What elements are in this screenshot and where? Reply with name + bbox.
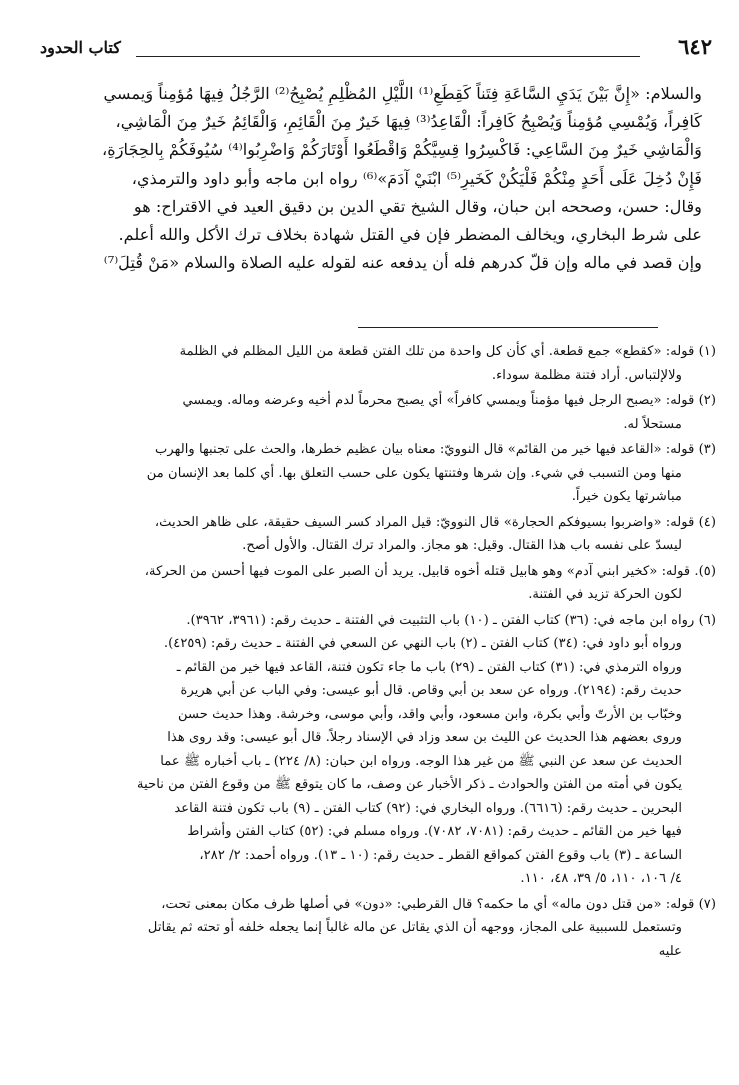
footnote-line: حديث رقم: (٢١٩٤). ورواه عن سعد بن أبي وقاص. قال أبو عيسى: وفي الباب عن أبي هريرة [180, 683, 682, 698]
footnote-line: وروى بعضهم هذا الحديث عن الليث بن سعد وزاد في الإسناد رجلاً. قال أبو عيسى: وقد روى هذا [167, 730, 682, 745]
footnote-line: (٢) قوله: «يصبح الرجل فيها مؤمناً ويمسي كافراً» أي يصبح محرماً لدم أخيه وعرضه وماله. ويمسي [182, 393, 716, 408]
footnote-5 [30, 560, 716, 607]
footnote-separator [358, 327, 658, 328]
footnote-4 [30, 511, 716, 558]
footnote-line: ورواه أبو داود في: (٣٤) كتاب الفتن ـ (٢) باب النهي عن السعي في الفتنة ـ حديث رقم: (٤٢٥٩). [163, 636, 682, 651]
main-text-line: على شرط البخاري، ويخالف المضطر فإن في القتل شهادة بخلاف ترك الأكل والله أعلم. [118, 225, 702, 245]
footnote-line: ليسدّ على نفسه باب هذا القتال. وقيل: هو مجاز. والمراد ترك القتال. والأول أصح. [242, 538, 682, 553]
footnote-line: مباشرتها يكون خيراً. [571, 489, 682, 504]
page-number: ٦٤٢ [678, 34, 712, 59]
footnote-line: (٤) قوله: «واضربوا بسيوفكم الحجارة» قال النوويّ: قيل المراد كسر السيف حقيقة، على ظاهر الحديث، [154, 514, 716, 530]
footnote-line: البحرين ـ حديث رقم: (٦٦١٦). ورواه البخاري في: (٩٢) كتاب الفتن ـ (٩) باب تكون فتنة القاعد [174, 800, 682, 816]
footnote-line: (٣) قوله: «القاعد فيها خير من القائم» قال النوويّ: معناه بيان عظيم خطرها، والحث على تجنبها والهرب [154, 442, 716, 457]
main-text-line: والسلام: «إِنَّ بَيْنَ يَدَيِ السَّاعَةِ فِتَناً كَقِطَعِ⁽¹⁾ اللَّيْلِ المُظْلِمِ يُصْبِحُ⁽²⁾ الرَّجُلُ فِيهَا مُؤمِناً وَيمسي [103, 84, 702, 103]
footnote-line: وتستعمل للسببية على المجاز، ووجهه أن الذي يقاتل عن ماله غالباً إنما يجعله خلفه أو تحته ثم يقاتل [147, 920, 682, 935]
footnote-2 [30, 389, 716, 436]
footnote-6 [30, 609, 716, 891]
main-text-line: فَإِنْ دُخِلَ عَلَى أَحَدٍ مِنْكُمْ فَلْيَكُنْ كَخَيرِ⁽⁵⁾ ابْنَيْ آدَمَ»⁽⁶⁾ رواه ابن ماجه وأبو داود والترمذي، [131, 168, 702, 188]
footnote-line: يكون في أمته من الفتن والحوادث ـ ذكر الأخبار عن وصف، ما كان يتوقع ﷺ من وقوع الفتن من ناحية [137, 777, 682, 792]
footnote-7 [30, 893, 716, 964]
main-text-line: وقال: حسن، وصححه ابن حبان، وقال الشيخ تقي الدين بن دقيق العيد في الاقتراح: هو [133, 196, 702, 216]
main-text [36, 80, 702, 277]
footnotes [30, 340, 716, 965]
footnote-1 [30, 340, 716, 387]
footnote-line: (٥). قوله: «كخير ابني آدم» وهو هابيل قتله أخوه قابيل. يريد أن الصبر على الموت فيها أحسن من الحركة، [144, 563, 716, 579]
footnote-line: وخبّاب بن الأرتّ وأبي بكرة، وابن مسعود، وأبي واقد، وأبي موسى، وخرشة. وهذا حديث حسن [177, 706, 682, 722]
footnote-line: منها ومن التسبب في شيء. وإن شرها وفتنتها يكون على حسب التعلق بها. أي كلما بعد الإنسان من [146, 465, 682, 481]
main-text-line: كَافِراً، وَيُمْسِي مُؤمِناً وَيُصْبِحُ كَافِراً: الْقَاعِدُ⁽³⁾ فِيهَا خَيرٌ مِنَ الْقَائِمِ، وَالْقَائِمُ خَيرٌ مِنَ الْمَاشِي، [115, 112, 702, 132]
footnote-line: (٧) قوله: «من قتل دون ماله» أي ما حكمه؟ قال القرطبي: «دون» في أصلها ظرف مكان بمعنى تحت، [161, 896, 716, 912]
footnote-line: لكون الحركة تزيد في الفتنة. [528, 587, 682, 602]
footnote-line: عليه [658, 943, 682, 959]
footnote-line: (١) قوله: «كقطع» جمع قطعة. أي كأن كل واحدة من تلك الفتن قطعة من الليل المظلم في الظلمة [179, 344, 716, 359]
footnote-line: الساعة ـ (٣) باب وقوع الفتن كمواقع القطر ـ حديث رقم: (١٠ ـ ١٣). ورواه أحمد: ٢/ ٢٨٢، [199, 847, 682, 863]
footnote-line: مستحلاً له. [623, 416, 682, 432]
footnote-line: الحديث عن سعد عن النبي ﷺ من غير هذا الوجه. ورواه ابن حبان: (٨/ ٢٢٤) ـ باب أخباره ﷺ عما [160, 753, 682, 769]
footnote-line: ولالإلتباس. أراد فتنة مظلمة سوداء. [491, 367, 682, 383]
footnote-line: فيها خير من القائم ـ حديث رقم: (٧٠٨١، ٧٠٨٢). ورواه مسلم في: (٥٢) كتاب الفتن وأشراط [187, 824, 682, 839]
footnote-line: (٦) رواه ابن ماجه في: (٣٦) كتاب الفتن ـ (١٠) باب التثبيت في الفتنة ـ حديث رقم: (٣٩٦١، ٣٩٦٢). [186, 612, 716, 628]
main-text-line: وإن قصد في ماله وإن قلّ كدرهم فله أن يدفعه عنه لقوله عليه الصلاة والسلام «مَنْ قُتِلَ⁽⁷⁾ [103, 253, 702, 273]
footnote-line: ٤/ ١٠٦، ١١٠، ٥/ ٣٩، ٤٨، ١١٠. [520, 871, 682, 886]
main-text-line: وَالْمَاشِي خَيرٌ مِنَ السَّاعِي: فَاكْسِرُوا قِسِيَّكُمْ وَاقْطَعُوا أَوْتَارَكُمْ وَاضْرِبُوا⁽⁴⁾ سُيُوفَكُمْ بِالحِجَارَةِ، [102, 140, 702, 160]
header-divider [136, 56, 640, 57]
footnote-3 [30, 438, 716, 509]
page-header [40, 34, 720, 64]
footnote-line: ورواه الترمذي في: (٣١) كتاب الفتن ـ (٢٩) باب ما جاء تكون فتنة، القاعد فيها خير من القائم ـ [176, 659, 682, 675]
chapter-title: كتاب الحدود [40, 38, 121, 57]
